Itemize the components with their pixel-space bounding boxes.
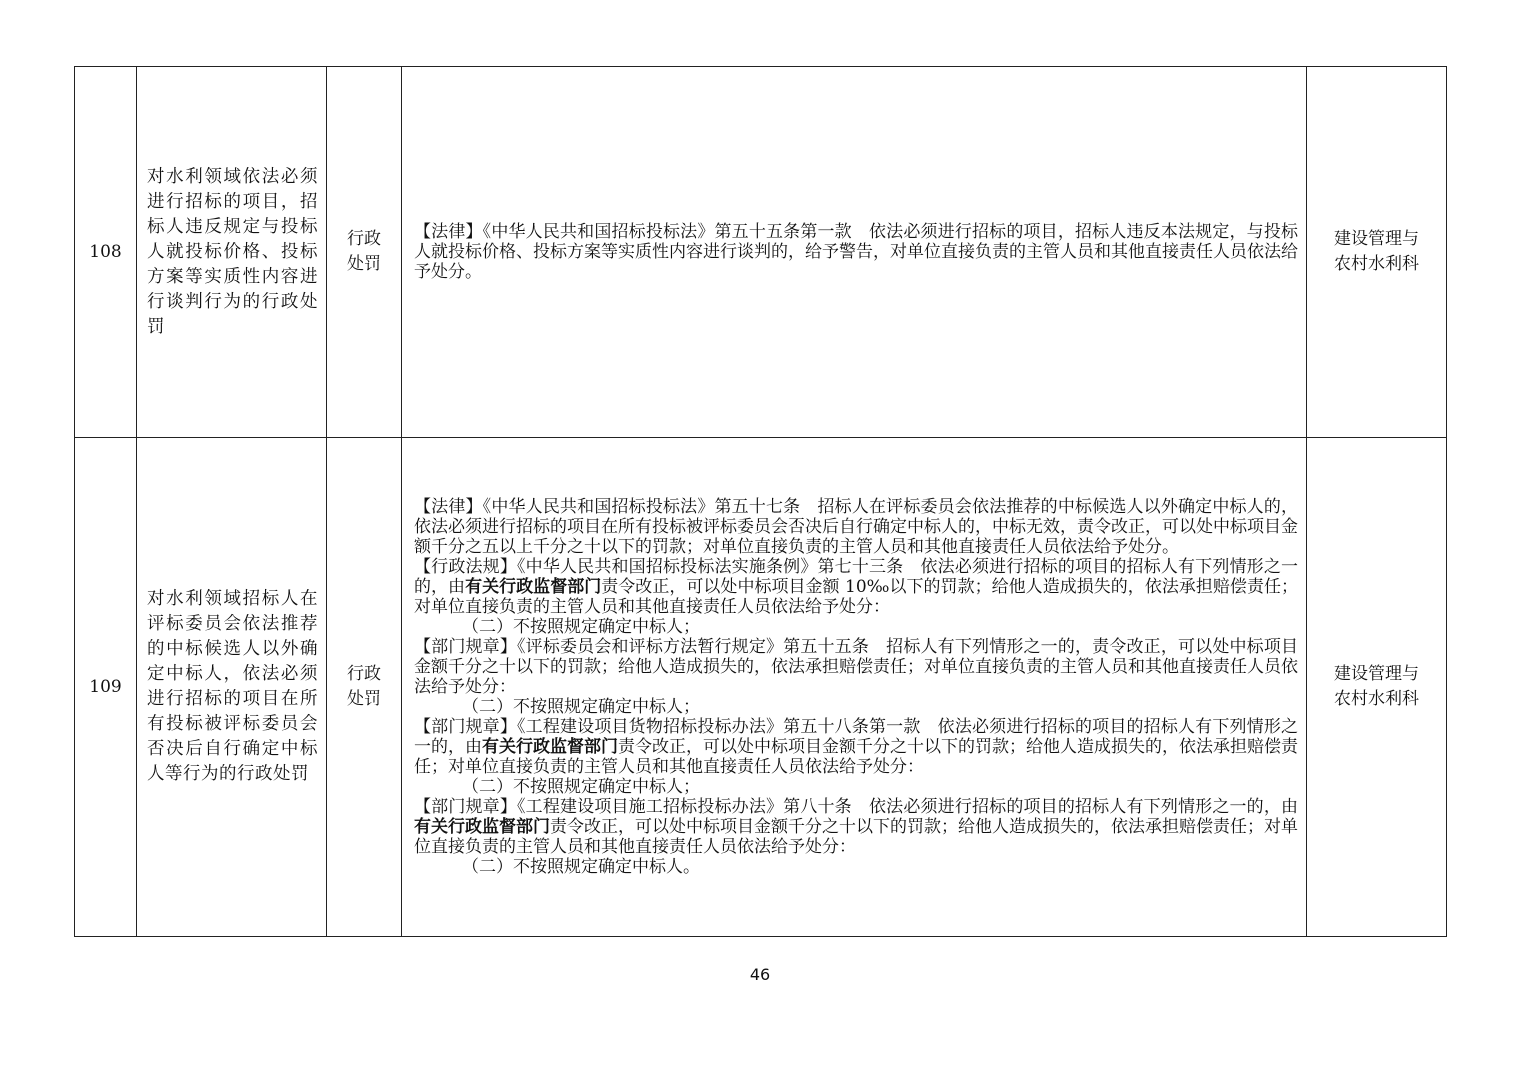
penalty-type <box>327 438 402 937</box>
basis-paragraph <box>414 557 1298 617</box>
basis-text: 【部门规章】《工程建设项目货物招标投标办法》第五十八条第一款 依法必须进行招标的项目的招标人有下列情形之一的，由 <box>414 717 1298 757</box>
basis-subclause: （二）不按照规定确定中标人。 <box>462 857 700 877</box>
penalty-table <box>74 66 1447 937</box>
emphasis-text: 有关行政监督部门 <box>414 817 550 837</box>
page-number: 46 <box>749 965 771 984</box>
basis-paragraph: 【部门规章】《评标委员会和评标方法暂行规定》第五十五条 招标人有下列情形之一的，责令改正，可以处中标项目金额千分之十以下的罚款；给他人造成损失的，依法承担赔偿责任；对单位直接负责的主管人员和其他直接责任人员依法给予处分： <box>414 637 1298 697</box>
emphasis-text: 有关行政监督部门 <box>482 737 618 757</box>
department-line: 建设管理与 <box>1334 229 1419 249</box>
basis-text: 【行政法规】《中华人民共和国招标投标法实施条例》第七十三条 依法必须进行招标的项目的招标人有下列情形之一的，由 <box>414 557 1298 597</box>
department-line: 农村水利科 <box>1334 689 1419 709</box>
row-number: 108 <box>75 67 137 438</box>
department-line: 建设管理与 <box>1334 664 1419 684</box>
department <box>1307 67 1447 438</box>
basis-text: 责令改正，可以处中标项目金额 10‰以下的罚款；给他人造成损失的，依法承担赔偿责任；对单位直接负责的主管人员和其他直接责任人员依法给予处分： <box>414 577 1299 617</box>
table-row <box>75 438 1447 937</box>
basis-subclause: （二）不按照规定确定中标人； <box>462 777 700 797</box>
basis-paragraph <box>414 717 1298 777</box>
penalty-type-line: 处罚 <box>347 689 381 709</box>
department-line: 农村水利科 <box>1334 254 1419 274</box>
table-row <box>75 67 1447 438</box>
basis-subclause: （二）不按照规定确定中标人； <box>462 697 700 717</box>
basis-text: 责令改正，可以处中标项目金额千分之十以下的罚款；给他人造成损失的，依法承担赔偿责任；对单位直接负责的主管人员和其他直接责任人员依法给予处分： <box>414 817 1298 857</box>
item-name: 对水利领域招标人在评标委员会依法推荐的中标候选人以外确定中标人，依法必须进行招标的项目在所有投标被评标委员会否决后自行确定中标人等行为的行政处罚 <box>137 438 327 937</box>
row-number: 109 <box>75 438 137 937</box>
basis-paragraph: 【法律】《中华人民共和国招标投标法》第五十五条第一款 依法必须进行招标的项目，招标人违反本法规定，与投标人就投标价格、投标方案等实质性内容进行谈判的，给予警告，对单位直接负责的主管人员和其他直接责任人员依法给予处分。 <box>414 222 1298 282</box>
item-name: 对水利领域依法必须进行招标的项目，招标人违反规定与投标人就投标价格、投标方案等实质性内容进行谈判行为的行政处罚 <box>137 67 327 438</box>
basis-text: 【部门规章】《工程建设项目施工招标投标办法》第八十条 依法必须进行招标的项目的招标人有下列情形之一的，由 <box>414 797 1298 817</box>
basis-text: 责令改正，可以处中标项目金额千分之十以下的罚款；给他人造成损失的，依法承担赔偿责任；对单位直接负责的主管人员和其他直接责任人员依法给予处分： <box>414 737 1298 777</box>
department <box>1307 438 1447 937</box>
emphasis-text: 有关行政监督部门 <box>465 577 602 597</box>
basis-subclause: （二）不按照规定确定中标人； <box>462 617 700 637</box>
penalty-type-line: 行政 <box>347 664 381 684</box>
legal-basis <box>402 438 1307 937</box>
basis-paragraph <box>414 797 1298 857</box>
basis-paragraph: 【法律】《中华人民共和国招标投标法》第五十七条 招标人在评标委员会依法推荐的中标候选人以外确定中标人的，依法必须进行招标的项目在所有投标被评标委员会否决后自行确定中标人的，中标无效，责令改正，可以处中标项目金额千分之五以上千分之十以下的罚款；对单位直接负责的主管人员和其他直接责任人员依法给予处分。 <box>414 497 1298 557</box>
legal-basis <box>402 67 1307 438</box>
penalty-type-line: 处罚 <box>347 254 381 274</box>
penalty-type <box>327 67 402 438</box>
penalty-type-line: 行政 <box>347 229 381 249</box>
